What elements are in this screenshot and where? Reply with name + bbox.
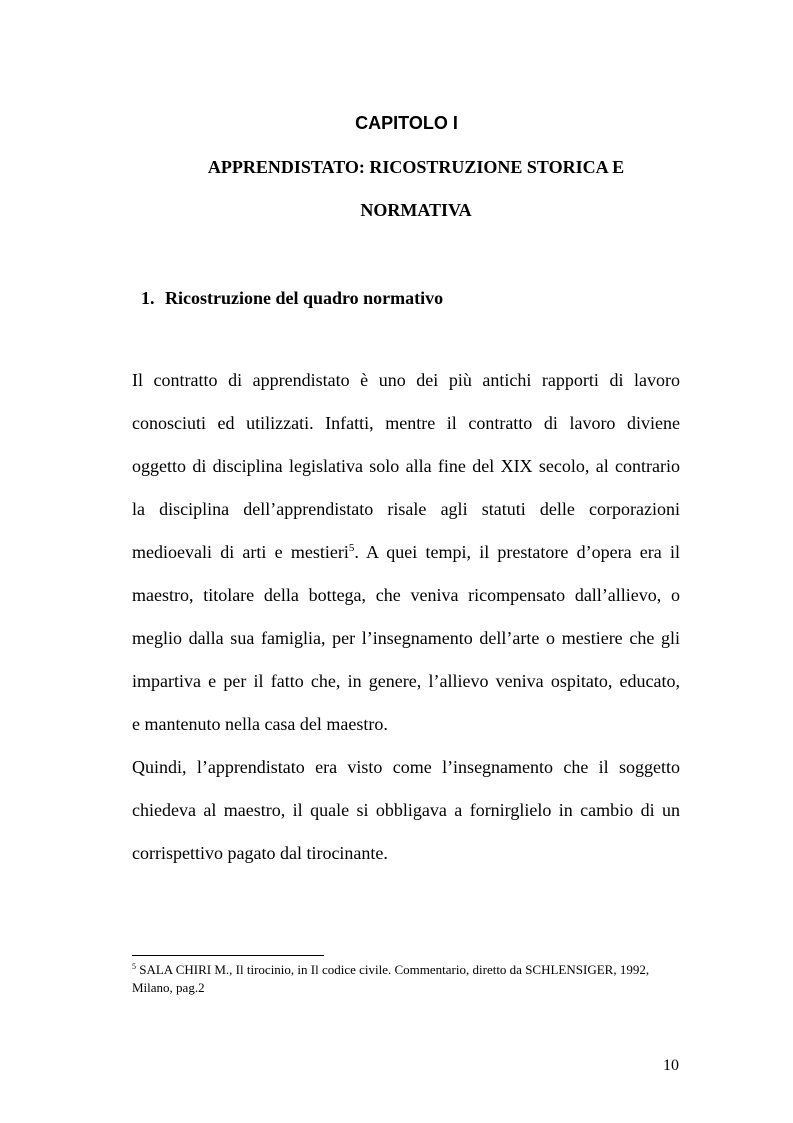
page-number: 10	[663, 1057, 679, 1074]
body-line: conosciuti ed utilizzati. Infatti, mentre il contratto di lavoro diviene	[132, 413, 680, 433]
body-text: medioevali di arti e mestieri	[132, 542, 349, 562]
body-line: maestro, titolare della bottega, che veniva ricompensato dall’allievo, o	[132, 585, 680, 605]
body-line: meglio dalla sua famiglia, per l’insegnamento dell’arte o mestiere che gli	[132, 628, 680, 648]
section-number: 1.	[141, 288, 155, 308]
body-line: e mantenuto nella casa del maestro.	[132, 714, 388, 734]
footnote-marker: 5	[132, 962, 136, 971]
chapter-label: CAPITOLO I	[355, 113, 458, 133]
body-text: . A quei tempi, il prestatore d’opera era il	[354, 542, 681, 562]
body-line: corrispettivo pagato dal tirocinante.	[132, 843, 388, 863]
body-line: Quindi, l’apprendistato era visto come l’insegnamento che il soggetto	[132, 757, 680, 777]
body-line: Il contratto di apprendistato è uno dei più antichi rapporti di lavoro	[132, 370, 680, 390]
section-heading	[141, 288, 443, 309]
footnote-text: SALA CHIRI M., Il tirocinio, in Il codice civile. Commentario, diretto da SCHLENSIGER, 1992,	[139, 962, 650, 977]
footnote-separator	[132, 955, 324, 956]
chapter-title-line-2: NORMATIVA	[360, 200, 472, 220]
body-line: la disciplina dell’apprendistato risale agli statuti delle corporazioni	[132, 499, 680, 519]
footnote-line-2: Milano, pag.2	[132, 980, 205, 995]
body-line: chiedeva al maestro, il quale si obbligava a fornirglielo in cambio di un	[132, 800, 680, 820]
body-line	[132, 542, 680, 563]
footnote-reference: 5	[348, 542, 355, 554]
chapter-title-line-1: APPRENDISTATO: RICOSTRUZIONE STORICA E	[207, 157, 625, 177]
section-title: Ricostruzione del quadro normativo	[165, 288, 444, 308]
body-line: oggetto di disciplina legislativa solo alla fine del XIX secolo, al contrario	[132, 456, 680, 476]
body-line: impartiva e per il fatto che, in genere, l’allievo veniva ospitato, educato,	[132, 671, 680, 691]
footnote-line-1	[132, 962, 680, 978]
